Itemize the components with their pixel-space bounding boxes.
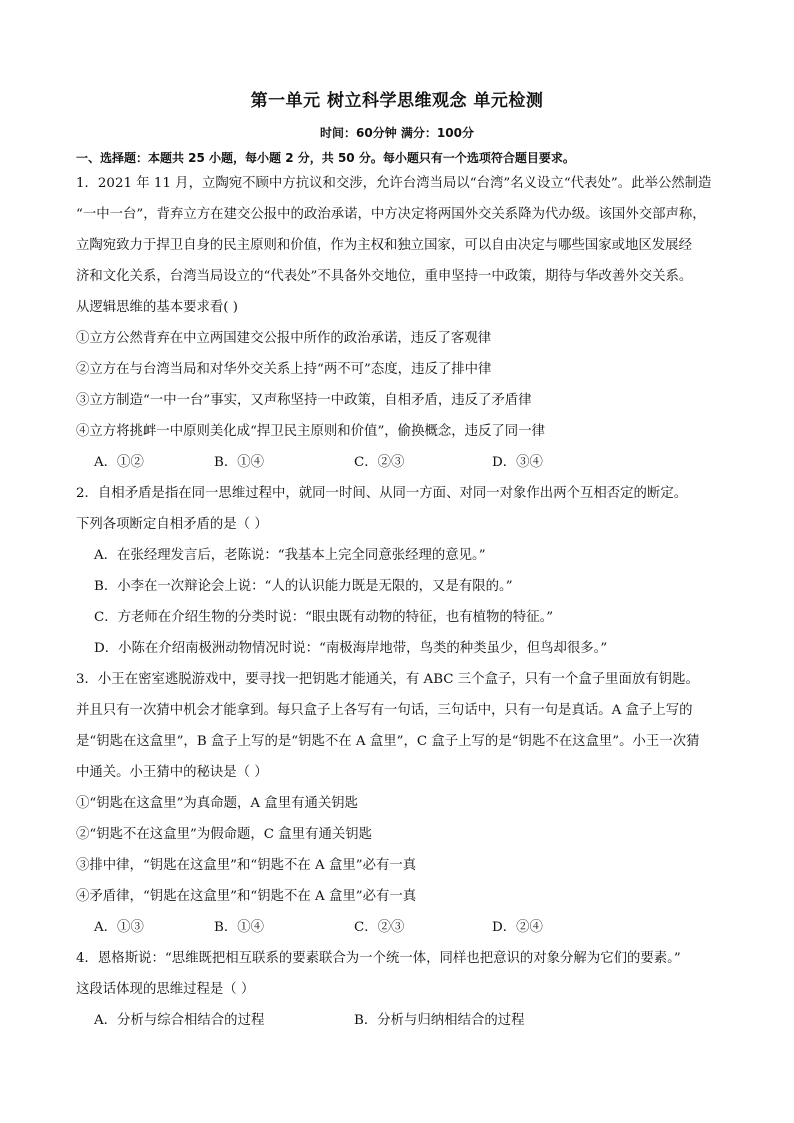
question-text-line: 1．2021 年 11 月，立陶宛不顾中方抗议和交涉，允许台湾当局以“台湾”名义设立“代表处”。此举公然制造 <box>76 176 712 191</box>
question-text-line: 下列各项断定自相矛盾的是（ ） <box>76 517 268 532</box>
question-1 <box>76 168 726 478</box>
question-text-line: “一中一台”，背弃立方在建交公报中的政治承诺，中方决定将两国外交关系降为代办级。该国外交部声称， <box>76 207 706 222</box>
statement-3: ③立方制造“一中一台”事实，又声称坚持一中政策，自相矛盾，违反了矛盾律 <box>76 393 532 408</box>
choice-a[interactable]: A．①③ <box>94 920 144 935</box>
choice-a[interactable]: A．在张经理发言后，老陈说：“我基本上完全同意张经理的意见。” <box>94 548 486 563</box>
choice-d[interactable]: D．小陈在介绍南极洲动物情况时说：“南极海岸地带，鸟类的种类虽少，但鸟却很多。” <box>94 641 608 656</box>
choice-b[interactable]: B．小李在一次辩论会上说：“人的认识能力既是无限的，又是有限的。” <box>94 579 513 594</box>
statement-2: ②“钥匙不在这盒里”为假命题，C 盒里有通关钥匙 <box>76 827 373 842</box>
choice-a[interactable]: A．分析与综合相结合的过程 <box>94 1013 265 1028</box>
statement-1: ①立方公然背弃在中立两国建交公报中所作的政治承诺，违反了客观律 <box>76 331 492 346</box>
question-text-line: 是“钥匙在这盒里”，B 盒子上写的是“钥匙不在 A 盒里”，C 盒子上写的是“钥匙不在这盒里”。小王一次猜 <box>76 734 700 749</box>
choice-c[interactable]: C．方老师在介绍生物的分类时说：“眼虫既有动物的特征，也有植物的特征。” <box>94 610 554 625</box>
question-4 <box>76 943 726 1036</box>
statement-1: ①“钥匙在这盒里”为真命题，A 盒里有通关钥匙 <box>76 796 359 811</box>
question-2 <box>76 478 726 664</box>
page-title: 第一单元 树立科学思维观念 单元检测 <box>250 91 544 111</box>
question-text-line: 这段话体现的思维过程是（ ） <box>76 982 255 997</box>
choice-d[interactable]: D．③④ <box>492 455 543 470</box>
answer-choices <box>76 1005 726 1036</box>
question-text-line: 济和文化关系，台湾当局设立的“代表处”不具备外交地位，重申坚持一中政策，期待与华改善外交关系。 <box>76 269 693 284</box>
question-text-line: 4．恩格斯说：“思维既把相互联系的要素联合为一个统一体，同样也把意识的对象分解为它们的要素。” <box>76 951 681 966</box>
choice-a[interactable]: A．①② <box>94 455 144 470</box>
question-text-line: 并且只有一次猜中机会才能拿到。每只盒子上各写有一句话，三句话中，只有一句是真话。A 盒子上写的 <box>76 703 693 718</box>
section-heading: 一、选择题：本题共 25 小题，每小题 2 分，共 50 分。每小题只有一个选项符合题目要求。 <box>76 151 575 165</box>
choice-b[interactable]: B．①④ <box>214 455 265 470</box>
question-text-line: 从逻辑思维的基本要求看( ) <box>76 300 239 315</box>
question-text-line: 3．小王在密室逃脱游戏中，要寻找一把钥匙才能通关，有 ABC 三个盒子，只有一个盒子里面放有钥匙。 <box>76 672 699 687</box>
question-text-line: 立陶宛致力于捍卫自身的民主原则和价值，作为主权和独立国家，可以自由决定与哪些国家或地区发展经 <box>76 238 692 253</box>
answer-choices <box>76 447 726 478</box>
statement-3: ③排中律，“钥匙在这盒里”和“钥匙不在 A 盒里”必有一真 <box>76 858 417 873</box>
statement-4: ④矛盾律，“钥匙在这盒里”和“钥匙不在 A 盒里”必有一真 <box>76 889 417 904</box>
question-3 <box>76 664 726 943</box>
answer-choices <box>76 912 726 943</box>
choice-b[interactable]: B．①④ <box>214 920 265 935</box>
choice-c[interactable]: C．②③ <box>354 455 405 470</box>
question-text-line: 中通关。小王猜中的秘诀是（ ） <box>76 765 268 780</box>
exam-info: 时间：60分钟 满分：100分 <box>320 126 474 140</box>
choice-c[interactable]: C．②③ <box>354 920 405 935</box>
statement-2: ②立方在与台湾当局和对华外交关系上持“两不可”态度，违反了排中律 <box>76 362 492 377</box>
choice-d[interactable]: D．②④ <box>492 920 543 935</box>
statement-4: ④立方将挑衅一中原则美化成“捍卫民主原则和价值”，偷换概念，违反了同一律 <box>76 424 545 439</box>
choice-b[interactable]: B．分析与归纳相结合的过程 <box>354 1013 525 1028</box>
question-text-line: 2．自相矛盾是指在同一思维过程中，就同一时间、从同一方面、对同一对象作出两个互相否定的断定。 <box>76 486 688 501</box>
